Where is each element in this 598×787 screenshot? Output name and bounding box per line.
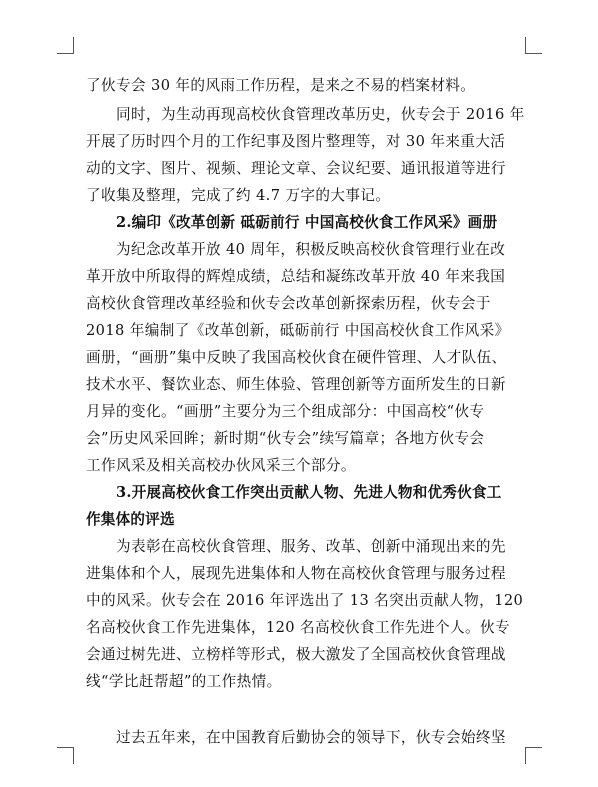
paragraph-line: 会”历史风采回眸；新时期“伙专会”续写篇章；各地方伙专会	[86, 430, 485, 447]
crop-mark-top-left	[57, 37, 74, 54]
paragraph-line: 为纪念改革开放 40 周年，积极反映高校伙食管理行业在改	[116, 241, 506, 258]
paragraph-line: 中的风采。伙专会在 2016 年评选出了 13 名突出贡献人物，120	[86, 592, 524, 609]
paragraph-line: 为表彰在高校伙食管理、服务、改革、创新中涌现出来的先	[116, 538, 506, 555]
section-heading: 2.编印《改革创新 砥砺前行 中国高校伙食工作风采》画册	[116, 214, 498, 231]
paragraph-line: 高校伙食管理改革经验和伙专会改革创新探索历程，伙专会于	[86, 295, 491, 312]
section-heading: 3.开展高校伙食工作突出贡献人物、先进人物和优秀伙食工	[116, 484, 502, 501]
paragraph-line: 革开放中所取得的辉煌成绩，总结和凝练改革开放 40 年来我国	[86, 268, 506, 285]
paragraph-line: 动的文字、图片、视频、理论文章、会议纪要、通讯报道等进行	[86, 160, 506, 177]
paragraph-line: 开展了历时四个月的工作纪事及图片整理等，对 30 年来重大活	[86, 133, 506, 150]
crop-mark-top-right	[525, 37, 542, 54]
paragraph-line: 进集体和个人，展现先进集体和人物在高校伙食管理与服务过程	[86, 565, 506, 582]
paragraph-line: 技术水平、餐饮业态、师生体验、管理创新等方面所发生的日新	[86, 376, 506, 393]
paragraph-line: 月异的变化。“画册”主要分为三个组成部分：中国高校“伙专	[86, 403, 485, 420]
paragraph-line: 线“学比赶帮超”的工作热情。	[86, 673, 282, 690]
section-heading-continued: 作集体的评选	[86, 511, 175, 528]
paragraph-line: 工作风采及相关高校办伙风采三个部分。	[86, 457, 356, 474]
paragraph-line: 画册，“画册”集中反映了我国高校伙食在硬件管理、人才队伍、	[86, 349, 507, 366]
paragraph-line: 名高校伙食工作先进集体，120 名高校伙食工作先进个人。伙专	[86, 619, 510, 636]
crop-mark-bottom-right	[525, 747, 542, 764]
paragraph-line: 2018 年编制了《改革创新，砥砺前行 中国高校伙食工作风采》	[86, 322, 510, 339]
paragraph-line: 过去五年来，在中国教育后勤协会的领导下，伙专会始终坚	[116, 729, 506, 746]
paragraph-line: 了伙专会 30 年的风雨工作历程，是来之不易的档案材料。	[86, 77, 476, 94]
paragraph-line: 会通过树先进、立榜样等形式，极大激发了全国高校伙食管理战	[86, 646, 506, 663]
paragraph-line: 了收集及整理，完成了约 4.7 万字的大事记。	[86, 187, 391, 204]
crop-mark-bottom-left	[57, 747, 74, 764]
paragraph-line: 同时，为生动再现高校伙食管理改革历史，伙专会于 2016 年	[116, 106, 525, 123]
